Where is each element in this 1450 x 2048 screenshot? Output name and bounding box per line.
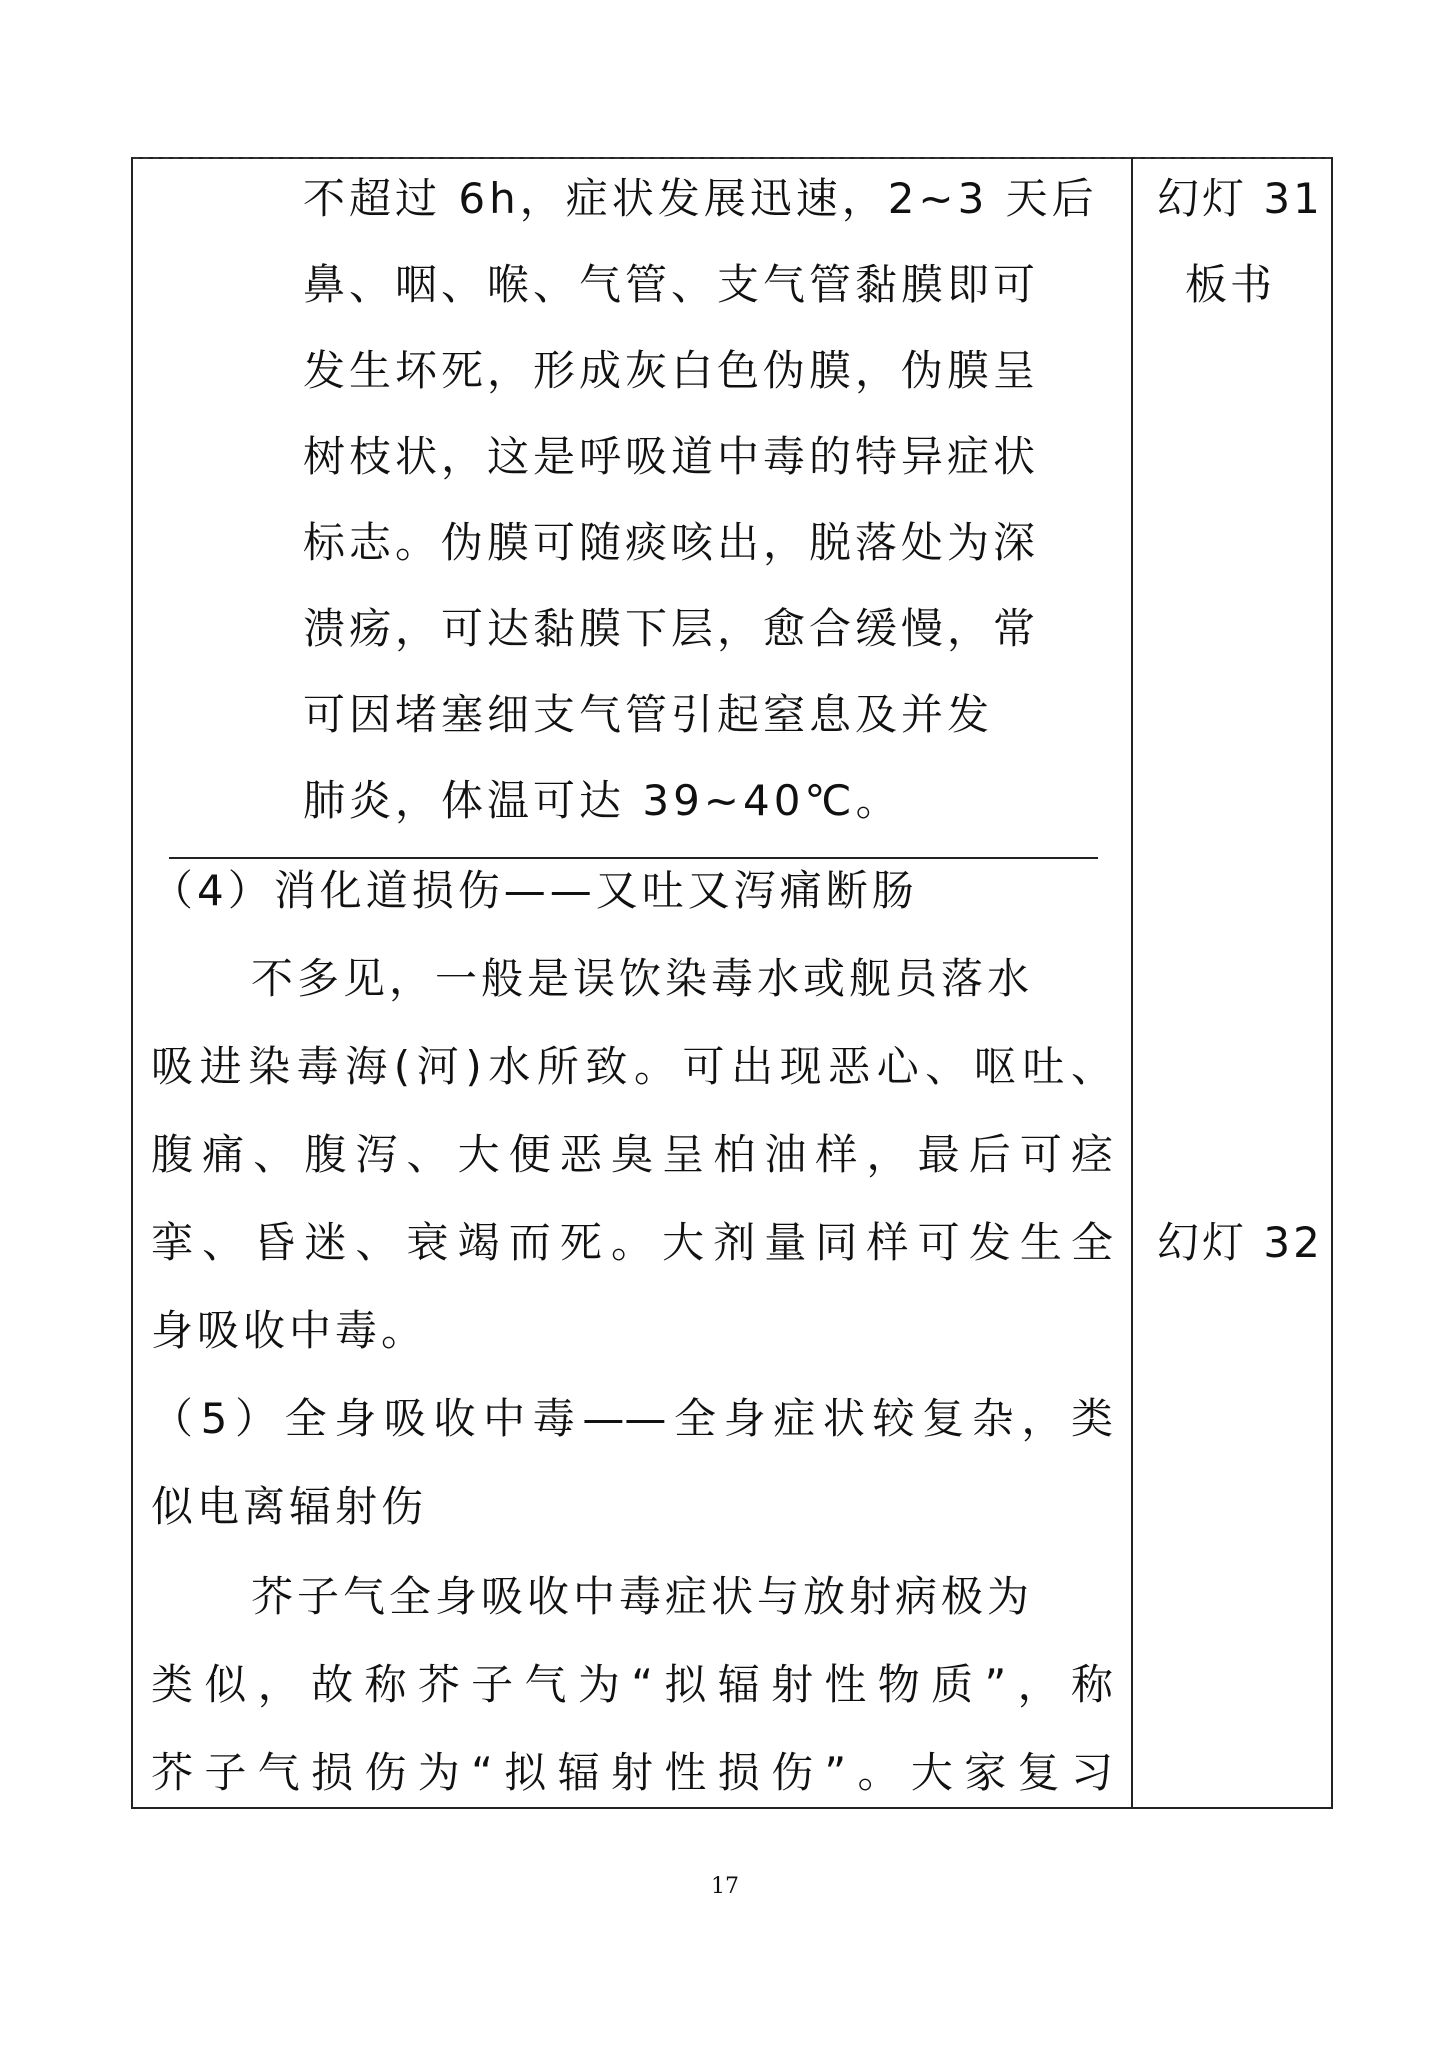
text-line: 鼻、咽、喉、气管、支气管黏膜即可 [303, 260, 1040, 309]
page-number: 17 [711, 1874, 739, 1899]
section-4-heading: （4）消化道损伤——又吐又泻痛断肠 [151, 866, 918, 915]
text-line: 挛、昏迷、衰竭而死。大剂量同样可发生全 [151, 1218, 1113, 1267]
text-line: 身吸收中毒。 [151, 1306, 428, 1355]
text-line: 芥子气全身吸收中毒症状与放射病极为 [251, 1572, 1034, 1621]
section-5-heading: （5）全身吸收中毒——全身症状较复杂，类 [151, 1394, 1113, 1443]
side-note-slide-32: 幻灯 32 [1157, 1218, 1323, 1267]
table-top-dashed-border [133, 157, 1331, 159]
text-line: 肺炎，体温可达 39~40℃。 [303, 776, 902, 825]
side-note-slide-31: 幻灯 31 [1157, 174, 1323, 223]
column-divider [1131, 159, 1133, 1807]
text-line: 树枝状，这是呼吸道中毒的特异症状 [303, 432, 1040, 481]
text-line: 发生坏死，形成灰白色伪膜，伪膜呈 [303, 346, 1040, 395]
text-line: 可因堵塞细支气管引起窒息及并发 [303, 690, 994, 739]
text-line: 溃疡，可达黏膜下层，愈合缓慢，常 [303, 604, 1040, 653]
text-line: 腹痛、腹泻、大便恶臭呈柏油样，最后可痉 [151, 1130, 1113, 1179]
section-5-heading-cont: 似电离辐射伤 [151, 1482, 428, 1531]
text-line: 不超过 6h，症状发展迅速，2~3 天后 [303, 174, 1098, 223]
text-line: 吸进染毒海(河)水所致。可出现恶心、呕吐、 [151, 1042, 1113, 1091]
lesson-table [131, 157, 1333, 1809]
text-line: 芥子气损伤为“拟辐射性损伤”。大家复习 [151, 1748, 1113, 1797]
paragraph-separator-rule [169, 857, 1098, 859]
side-note-blackboard: 板书 [1185, 260, 1276, 309]
text-line: 不多见，一般是误饮染毒水或舰员落水 [251, 954, 1034, 1003]
text-line: 标志。伪膜可随痰咳出，脱落处为深 [303, 518, 1040, 567]
text-line: 类似，故称芥子气为“拟辐射性物质”，称 [151, 1660, 1113, 1709]
